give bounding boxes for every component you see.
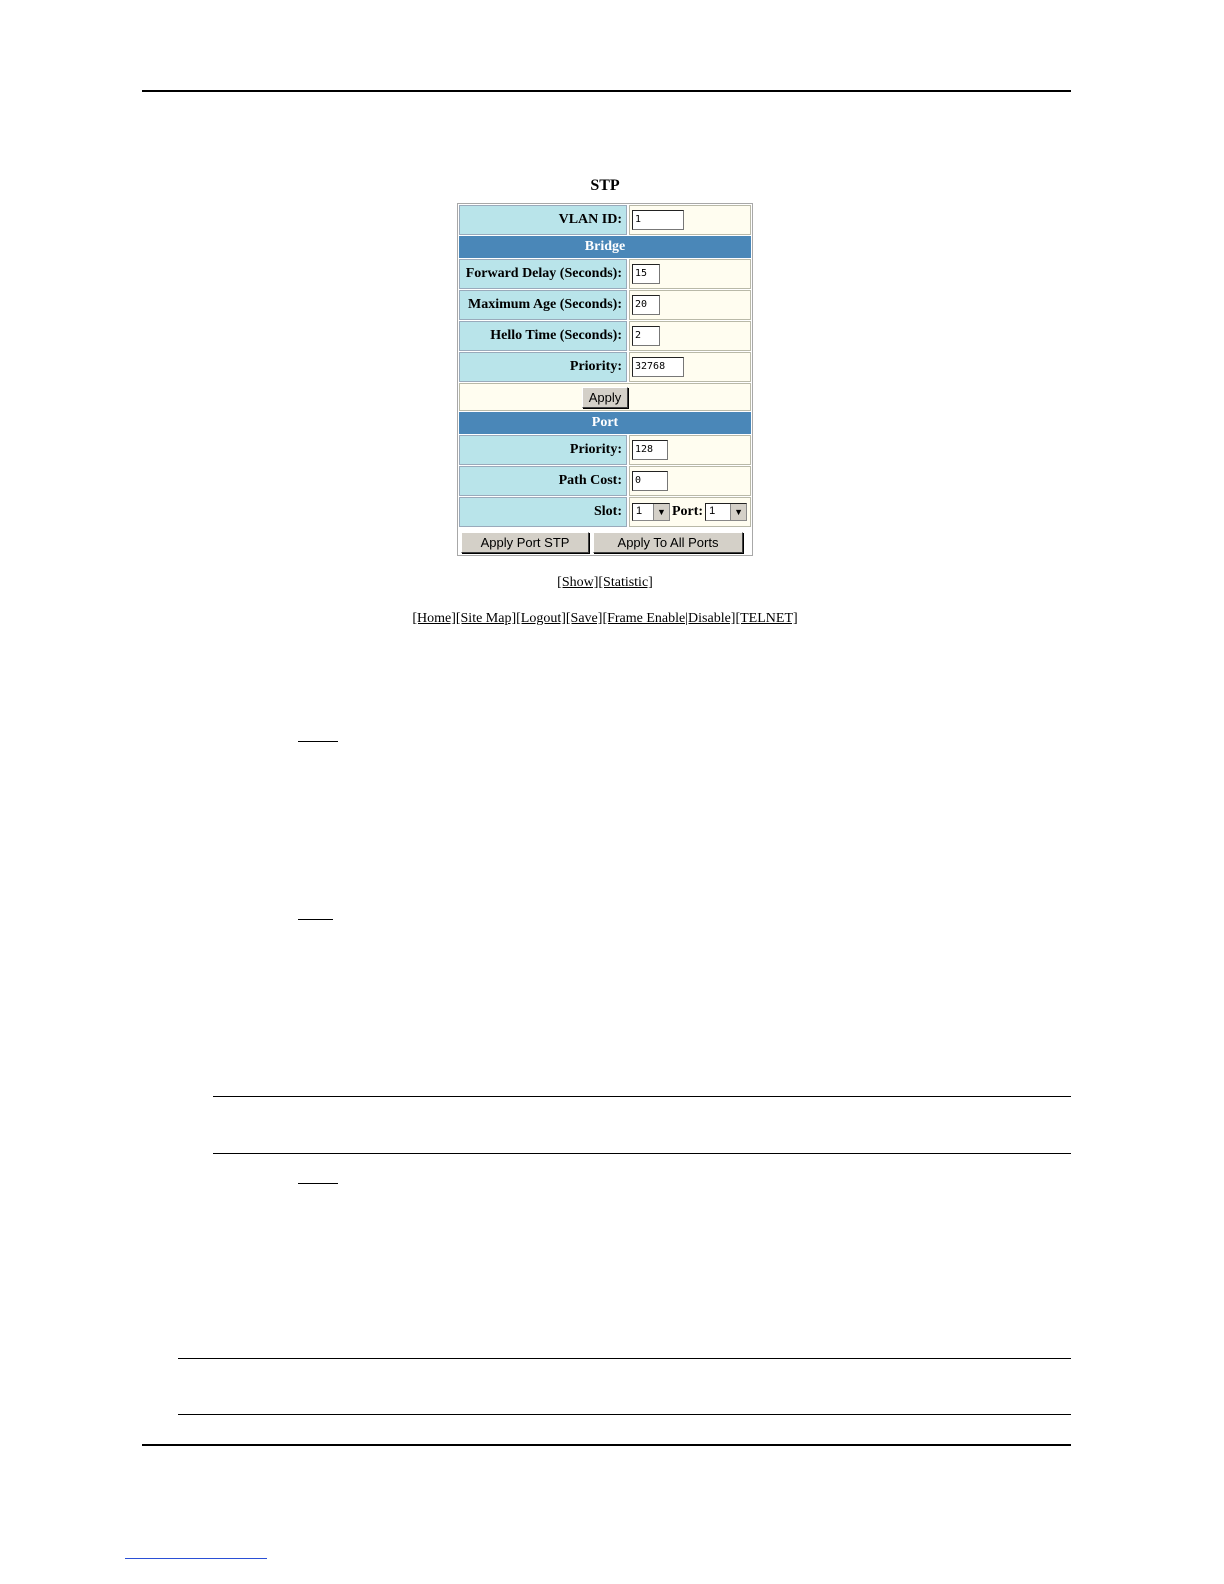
hello-time-input[interactable]: 2 bbox=[632, 326, 660, 346]
chevron-down-icon[interactable]: ▼ bbox=[730, 504, 746, 520]
slot-select[interactable] bbox=[632, 503, 670, 521]
max-age-input[interactable]: 20 bbox=[632, 295, 660, 315]
max-age-label: Maximum Age (Seconds): bbox=[459, 290, 627, 320]
bridge-section-header: Bridge bbox=[459, 236, 751, 258]
page-title: STP bbox=[590, 177, 620, 194]
underline-mark-3 bbox=[298, 1183, 338, 1184]
footer-rule bbox=[142, 1444, 1071, 1446]
hello-time-row bbox=[459, 321, 751, 351]
port-priority-input[interactable]: 128 bbox=[632, 440, 668, 460]
stp-form-panel bbox=[457, 203, 753, 556]
nav-links bbox=[0, 611, 1210, 627]
vlan-id-label: VLAN ID: bbox=[459, 205, 627, 235]
note2-rule-bottom bbox=[178, 1414, 1071, 1415]
port-select-value: 1 bbox=[709, 505, 716, 517]
vlan-id-input[interactable]: 1 bbox=[632, 210, 684, 230]
bridge-priority-row bbox=[459, 352, 751, 382]
show-link[interactable]: [Show] bbox=[557, 575, 599, 590]
hello-time-label: Hello Time (Seconds): bbox=[459, 321, 627, 351]
sub-links bbox=[0, 575, 1210, 591]
note-rule-top bbox=[213, 1096, 1071, 1097]
port-priority-label: Priority: bbox=[459, 435, 627, 465]
path-cost-row bbox=[459, 466, 751, 496]
home-link[interactable]: [Home] bbox=[412, 611, 456, 626]
statistic-link[interactable]: [Statistic] bbox=[598, 575, 653, 590]
site-map-link[interactable]: [Site Map] bbox=[455, 611, 517, 626]
forward-delay-input[interactable]: 15 bbox=[632, 264, 660, 284]
logout-link[interactable]: [Logout] bbox=[516, 611, 566, 626]
slot-label: Slot: bbox=[459, 497, 627, 527]
footer-link-underline bbox=[125, 1558, 267, 1559]
apply-to-all-ports-button[interactable]: Apply To All Ports bbox=[593, 532, 743, 553]
max-age-row bbox=[459, 290, 751, 320]
underline-mark-2 bbox=[298, 919, 333, 920]
slot-select-value: 1 bbox=[636, 505, 643, 517]
bridge-priority-input[interactable]: 32768 bbox=[632, 357, 684, 377]
note2-rule-top bbox=[178, 1358, 1071, 1359]
forward-delay-row bbox=[459, 259, 751, 289]
port-priority-row bbox=[459, 435, 751, 465]
bridge-priority-label: Priority: bbox=[459, 352, 627, 382]
path-cost-input[interactable]: 0 bbox=[632, 471, 668, 491]
slot-port-row bbox=[459, 497, 751, 527]
apply-row bbox=[459, 383, 751, 411]
vlan-id-row bbox=[459, 205, 751, 235]
note-rule-bottom bbox=[213, 1153, 1071, 1154]
underline-mark-1 bbox=[298, 741, 338, 742]
save-link[interactable]: [Save] bbox=[565, 611, 603, 626]
path-cost-label: Path Cost: bbox=[459, 466, 627, 496]
port-select[interactable] bbox=[705, 503, 747, 521]
header-rule bbox=[142, 90, 1071, 92]
telnet-link[interactable]: [TELNET] bbox=[735, 611, 798, 626]
frame-enable-disable-link[interactable]: [Frame Enable|Disable] bbox=[602, 611, 736, 626]
apply-port-stp-button[interactable]: Apply Port STP bbox=[461, 532, 589, 553]
apply-button[interactable]: Apply bbox=[582, 387, 628, 408]
port-label: Port: bbox=[672, 504, 704, 519]
port-actions-row bbox=[459, 528, 751, 554]
port-section-header: Port bbox=[459, 412, 751, 434]
forward-delay-label: Forward Delay (Seconds): bbox=[459, 259, 627, 289]
chevron-down-icon[interactable]: ▼ bbox=[653, 504, 669, 520]
